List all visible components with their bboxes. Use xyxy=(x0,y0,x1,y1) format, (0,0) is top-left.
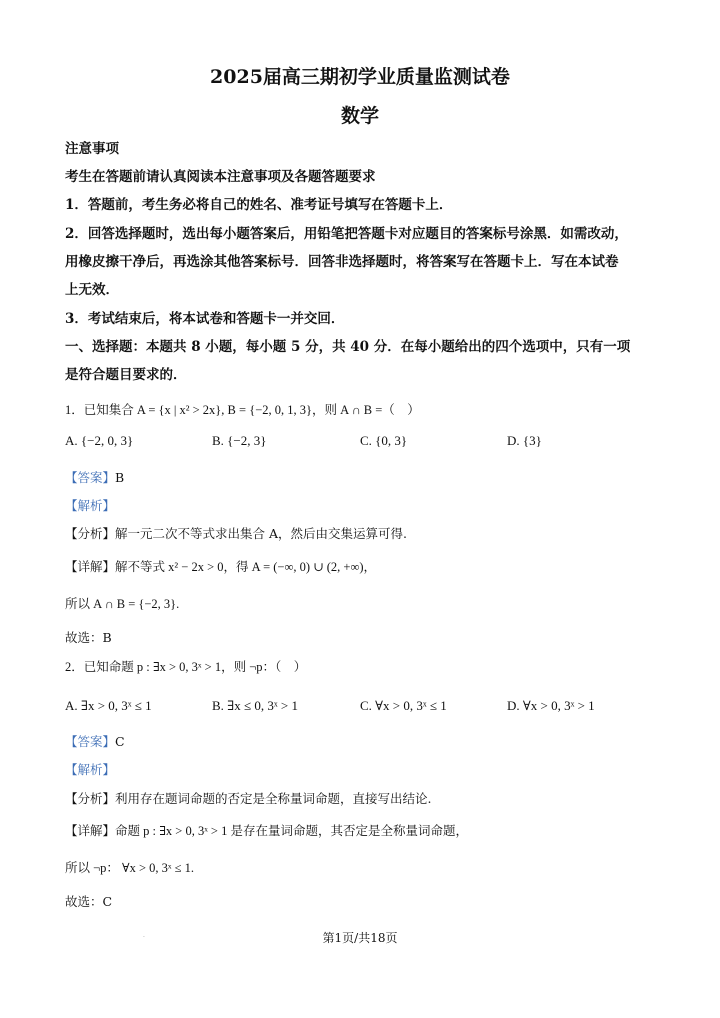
q2-option-a: A. ∃x > 0, 3ˣ ≤ 1 xyxy=(65,698,152,713)
q1-answer-row xyxy=(65,468,124,486)
q2-answer-tag: 【答案】 xyxy=(65,734,116,749)
q1-detail: 解不等式 x² − 2x > 0，得 A = (−∞, 0) ∪ (2, +∞)， xyxy=(115,560,377,574)
q1-option-a: A. {−2, 0, 3} xyxy=(65,433,134,448)
q1-option-b: B. {−2, 3} xyxy=(212,433,267,448)
q2-detail-tag: 【详解】 xyxy=(65,824,116,838)
q1-option-c: C. {0, 3} xyxy=(360,433,408,448)
q2-option-b: B. ∃x ≤ 0, 3ˣ > 1 xyxy=(212,698,298,713)
q1-answer: B xyxy=(115,470,125,485)
q1-option-d: D. {3} xyxy=(507,433,542,448)
q1-choice: 故选：B xyxy=(65,630,112,645)
q1-detail-row xyxy=(65,557,376,575)
notice-intro: 考生在答题前请认真阅读本注意事项及各题答题要求 xyxy=(65,169,376,185)
q2-therefore: 所以 ¬p： ∀x > 0, 3ˣ ≤ 1. xyxy=(65,861,194,875)
q1-analysis-row xyxy=(65,496,115,514)
q2-answer: C xyxy=(115,734,125,749)
notice-item-1: 1．答题前，考生务必将自己的姓名、准考证号填写在答题卡上． xyxy=(65,197,453,213)
q1-fenxi-row xyxy=(65,524,407,542)
q2-detail: 命题 p : ∃x > 0, 3ˣ > 1 是存在量词命题，其否定是全称量词命题， xyxy=(115,824,468,838)
q2-answer-row xyxy=(65,732,125,750)
q2-choice: 故选：C xyxy=(65,894,113,909)
page-footer: 第1页/共18页 xyxy=(322,931,398,945)
notice-item-3: 3．考试结束后，将本试卷和答题卡一并交回． xyxy=(65,311,345,327)
q2-analysis-tag: 【解析】 xyxy=(65,762,116,777)
subject-title: 数学 xyxy=(340,105,379,127)
section-heading-line-2: 是符合题目要求的． xyxy=(65,367,187,383)
q2-fenxi: 利用存在题词命题的否定是全称量词命题，直接写出结论. xyxy=(115,791,432,806)
q2-fenxi-row xyxy=(65,789,432,807)
q1-therefore: 所以 A ∩ B = {−2, 3}. xyxy=(65,597,180,611)
exam-title: 2025届高三期初学业质量监测试卷 xyxy=(210,66,510,88)
q2-option-d: D. ∀x > 0, 3ˣ > 1 xyxy=(507,698,595,713)
q2-fenxi-tag: 【分析】 xyxy=(65,791,116,806)
stray-mark: · xyxy=(143,934,145,941)
q1-stem: 1．已知集合 A = {x | x² > 2x}, B = {−2, 0, 1, 3}，则 A ∩ B =（ ） xyxy=(65,403,420,417)
q1-analysis-tag: 【解析】 xyxy=(65,498,116,513)
q1-fenxi-tag: 【分析】 xyxy=(65,526,116,541)
notice-item-2-line-3: 上无效． xyxy=(65,282,119,298)
notice-item-2-line-1: 2．回答选择题时，选出每小题答案后，用铅笔把答题卡对应题目的答案标号涂黑．如需改动， xyxy=(65,226,628,242)
notice-heading: 注意事项 xyxy=(65,141,119,157)
q1-answer-tag: 【答案】 xyxy=(65,470,116,485)
q1-fenxi: 解一元二次不等式求出集合 A，然后由交集运算可得. xyxy=(115,526,407,541)
q2-detail-row xyxy=(65,821,468,839)
section-heading-line-1: 一、选择题：本题共 8 小题，每小题 5 分，共 40 分．在每小题给出的四个选项中，只有一项 xyxy=(65,339,631,355)
q2-stem: 2．已知命题 p : ∃x > 0, 3ˣ > 1，则 ¬p：（ ） xyxy=(65,660,307,674)
notice-item-2-line-2: 用橡皮擦干净后，再选涂其他答案标号．回答非选择题时，将答案写在答题卡上．写在本试卷 xyxy=(65,254,619,270)
q2-option-c: C. ∀x > 0, 3ˣ ≤ 1 xyxy=(360,698,447,713)
q2-analysis-row xyxy=(65,760,115,778)
q1-detail-tag: 【详解】 xyxy=(65,560,116,574)
